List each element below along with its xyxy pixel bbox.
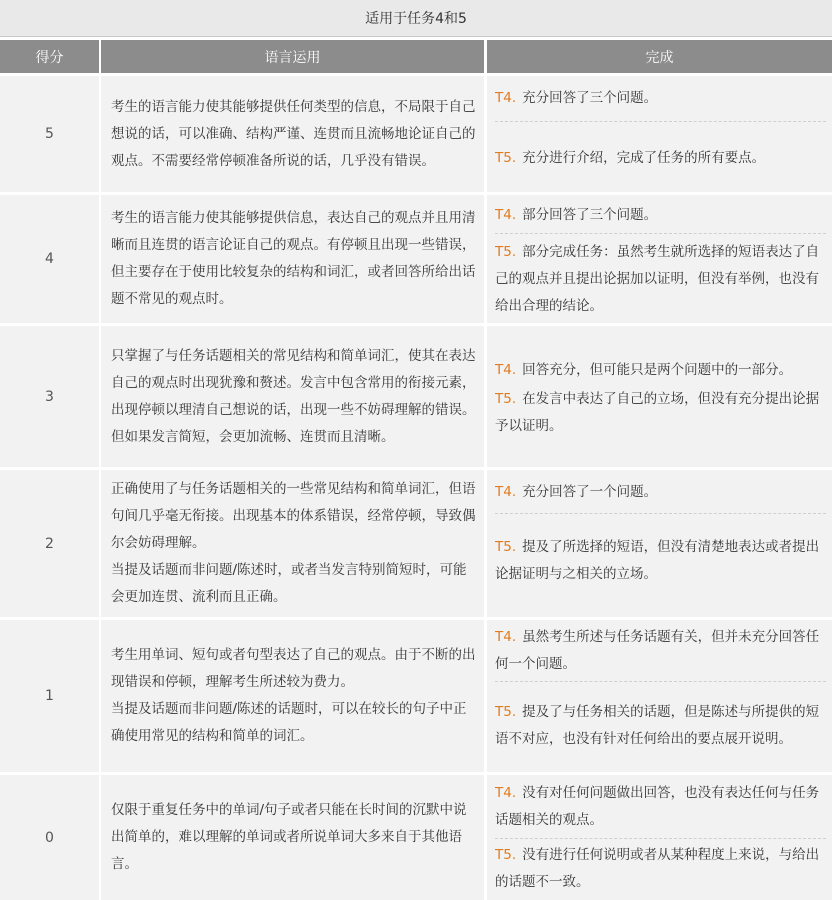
t5-text: 在发言中表达了自己的立场，但没有充分提出论据予以证明。	[495, 391, 820, 434]
score-cell: 5	[0, 76, 99, 192]
t4-item	[495, 779, 826, 835]
divider	[495, 233, 826, 234]
t5-label: T5.	[495, 539, 517, 555]
t4-text: 回答充分，但可能只是两个问题中的一部分。	[522, 362, 793, 378]
table-row	[0, 620, 832, 772]
table-row	[0, 775, 832, 900]
t5-text: 没有进行任何说明或者从某种程度上来说，与给出的话题不一致。	[495, 847, 820, 890]
t4-text: 虽然考生所述与任务话题有关，但并未充分回答任何一个问题。	[495, 629, 820, 672]
score-cell: 3	[0, 326, 99, 467]
t4-item	[495, 623, 826, 679]
t5-item	[495, 841, 826, 897]
language-cell	[101, 195, 484, 323]
t4-label: T4.	[495, 362, 517, 378]
table-row	[0, 326, 832, 467]
language-text: 当提及话题而非问题/陈述的话题时，可以在较长的句子中正确使用常见的结构和简单的词汇。	[111, 701, 467, 744]
language-text: 正确使用了与任务话题相关的一些常见结构和简单词汇，但语句间几乎毫无衔接。出现基本的体系错误，经常停顿，导致偶尔会妨碍理解。	[111, 481, 476, 551]
divider	[495, 513, 826, 514]
table-row	[0, 76, 832, 192]
t5-text: 部分完成任务：虽然考生就所选择的短语表达了自己的观点并且提出论据加以证明，但没有举例，也没有给出合理的结论。	[495, 243, 820, 314]
t4-text: 部分回答了三个问题。	[522, 207, 658, 223]
language-text: 只掌握了与任务话题相关的常见结构和简单词汇，使其在表达自己的观点时出现犹豫和赘述。发言中包含常用的衔接元素，出现停顿以理清自己想说的话，出现一些不妨碍理解的错误。但如果发言简短，会更加流畅、连贯而且清晰。	[111, 347, 476, 445]
t5-item	[495, 237, 826, 321]
t4-text: 充分回答了一个问题。	[522, 484, 658, 500]
language-cell	[101, 326, 484, 467]
completion-cell	[487, 620, 832, 772]
score-cell: 1	[0, 620, 99, 772]
language-text: 考生用单词、短句或者句型表达了自己的观点。由于不断的出现错误和停顿，理解考生所述较为费力。	[111, 647, 476, 690]
t5-text: 充分进行介绍，完成了任务的所有要点。	[522, 149, 766, 166]
t5-item	[495, 385, 826, 441]
language-text: 考生的语言能力使其能够提供信息，表达自己的观点并且用清晰而且连贯的语言论证自己的观点。有停顿且出现一些错误，但主要存在于使用比较复杂的结构和词汇，或者回答所给出话题不常见的观点时。	[111, 210, 476, 307]
score-cell: 2	[0, 470, 99, 617]
t5-label: T5.	[495, 847, 517, 863]
t5-item	[495, 684, 826, 768]
completion-cell	[487, 326, 832, 467]
language-cell	[101, 76, 484, 192]
completion-cell	[487, 195, 832, 323]
t4-item	[495, 84, 826, 113]
language-cell	[101, 470, 484, 617]
completion-cell	[487, 775, 832, 900]
t5-item	[495, 532, 826, 590]
t4-item	[495, 356, 826, 385]
t5-text: 提及了与任务相关的话题，但是陈述与所提供的短语不对应，也没有针对任何给出的要点展开说明。	[495, 704, 820, 747]
t4-label: T4.	[495, 629, 517, 645]
language-cell	[101, 620, 484, 772]
language-text: 考生的语言能力使其能够提供任何类型的信息，不局限于自己想说的话，可以准确、结构严谨、连贯而且流畅地论证自己的观点。不需要经常停顿准备所说的话，几乎没有错误。	[111, 98, 476, 169]
t4-label: T4.	[495, 484, 517, 500]
language-cell	[101, 775, 484, 900]
t4-label: T4.	[495, 90, 517, 106]
t5-item	[495, 136, 826, 180]
divider	[495, 681, 826, 682]
t5-label: T5.	[495, 704, 517, 720]
table-row	[0, 195, 832, 323]
score-cell: 4	[0, 195, 99, 323]
t4-label: T4.	[495, 785, 517, 801]
header-completion: 完成	[487, 40, 832, 73]
divider	[495, 838, 826, 839]
t4-label: T4.	[495, 207, 517, 223]
t5-text: 提及了所选择的短语，但没有清楚地表达或者提出论据证明与之相关的立场。	[495, 539, 820, 582]
completion-cell	[487, 76, 832, 192]
score-cell: 0	[0, 775, 99, 900]
divider	[495, 121, 826, 122]
t5-label: T5.	[495, 243, 517, 260]
t4-text: 没有对任何问题做出回答，也没有表达任何与任务话题相关的观点。	[495, 785, 820, 828]
t5-label: T5.	[495, 149, 517, 166]
table-title: 适用于任务4和5	[0, 0, 832, 37]
language-text: 仅限于重复任务中的单词/句子或者只能在长时间的沉默中说出简单的，难以理解的单词或者所说单词大多来自于其他语言。	[111, 802, 467, 872]
table-row	[0, 470, 832, 617]
t5-label: T5.	[495, 391, 517, 407]
t4-item	[495, 201, 826, 230]
t4-item	[495, 478, 826, 507]
language-text: 当提及话题而非问题/陈述时，或者当发言特别简短时，可能会更加连贯、流利而且正确。	[111, 562, 467, 605]
t4-text: 充分回答了三个问题。	[522, 90, 658, 106]
header-score: 得分	[0, 40, 99, 73]
header-language: 语言运用	[101, 40, 484, 73]
completion-cell	[487, 470, 832, 617]
